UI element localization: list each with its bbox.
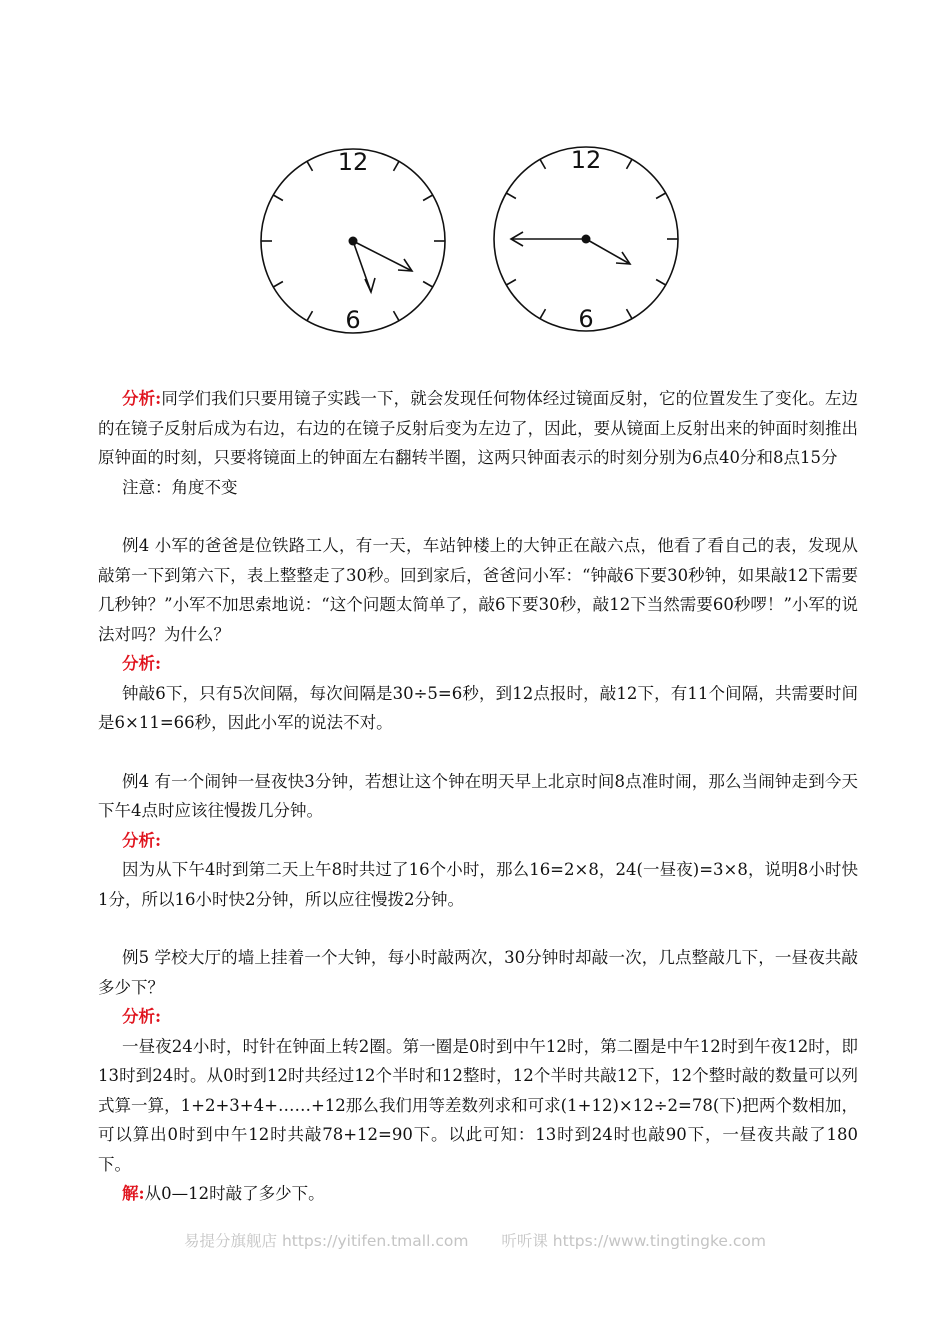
solution-text: 从0—12时敲了多少下。 bbox=[144, 1184, 325, 1203]
analysis-text: 因为从下午4时到第二天上午8时共过了16个小时，那么16=2×8，24(一昼夜)=3×8，说明8小时快1分，所以16小时快2分钟，所以应往慢拨2分钟。 bbox=[98, 860, 858, 909]
analysis-text: 钟敲6下，只有5次间隔，每次间隔是30÷5=6秒，到12点报时，敲12下，有11个间隔，共需要时间是6×11=66秒，因此小军的说法不对。 bbox=[98, 683, 858, 732]
analysis-label: 分析: bbox=[122, 830, 162, 850]
analysis-label: 分析: bbox=[122, 654, 162, 673]
analysis-text: 同学们我们只要用镜子实践一下，就会发现任何物体经过镜面反射，它的位置发生了变化。左边的在镜子反射后成为右边，右边的在镜子反射后变为左边了，因此，要从镜面上反射出来的钟面时刻推出原钟面的时刻，只要将镜面上的钟面左右翻转半圈，这两只钟面表示的时刻分别为6点40分和8点15分 bbox=[98, 389, 859, 467]
example-question: 例4 有一个闹钟一昼夜快3分钟，若想让这个钟在明天早上北京时间8点准时闹，那么当闹钟走到今天下午4点时应该往慢拨几分钟。 bbox=[98, 771, 858, 820]
analysis-label: 分析: bbox=[122, 389, 162, 408]
document-body bbox=[98, 384, 858, 1209]
example-question: 例4 小军的爸爸是位铁路工人，有一天，车站钟楼上的大钟正在敲六点，他看了看自己的表，发现从敲第一下到第六下，表上整整走了30秒。回到家后，爸爸问小军：“钟敲6下要30秒钟，如果敲12下需要几秒钟？”小军不加思索地说：“这个问题太简单了，敲6下要30秒，敲12下当然需要60秒啰！”小军的说法对吗？为什么？ bbox=[98, 536, 858, 644]
analysis-label: 分析: bbox=[122, 1007, 162, 1026]
mirror-clock-figure bbox=[0, 0, 950, 360]
right-clock-center bbox=[582, 235, 591, 244]
analysis-paragraph-1 bbox=[98, 384, 858, 473]
right-clock-hands bbox=[511, 232, 630, 264]
analysis-heading bbox=[98, 826, 858, 856]
analysis-heading bbox=[98, 1002, 858, 1032]
left-clock-center bbox=[349, 237, 358, 246]
right-clock bbox=[494, 146, 678, 333]
left-clock-hands bbox=[353, 241, 412, 292]
analysis-text: 一昼夜24小时，时针在钟面上转2圈。第一圈是0时到中午12时，第二圈是中午12时到午夜12时，即13时到24时。从0时到12时共经过12个半时和12整时，12个半时共敲12下，12个整时敲的数量可以列式算一算，1+2+3+4+……+12那么我们用等差数列求和可求(1+12)×12÷2=78(下)把两个数相加，可以算出0时到中午12时共敲78+12=90下。以此可知：13时到24时也敲90下，一昼夜共敲了180下。 bbox=[98, 1036, 858, 1174]
note-line: 注意：角度不变 bbox=[122, 477, 238, 497]
footer-right-link[interactable]: 听听课 https://www.tingtingke.com bbox=[501, 1232, 766, 1250]
example-question: 例5 学校大厅的墙上挂着一个大钟，每小时敲两次，30分钟时却敲一次，几点整敲几下，一昼夜共敲多少下？ bbox=[98, 948, 858, 997]
left-clock-label-6: 6 bbox=[345, 306, 361, 334]
right-clock-label-6: 6 bbox=[578, 305, 594, 333]
left-clock bbox=[261, 148, 445, 334]
analysis-heading bbox=[98, 649, 858, 679]
footer-left-link[interactable]: 易提分旗舰店 https://yitifen.tmall.com bbox=[184, 1232, 469, 1250]
left-clock-label-12: 12 bbox=[337, 148, 369, 176]
solution-label: 解: bbox=[122, 1184, 145, 1203]
footer-watermark bbox=[0, 1229, 950, 1251]
right-clock-label-12: 12 bbox=[570, 146, 602, 174]
solution-line bbox=[98, 1179, 858, 1209]
